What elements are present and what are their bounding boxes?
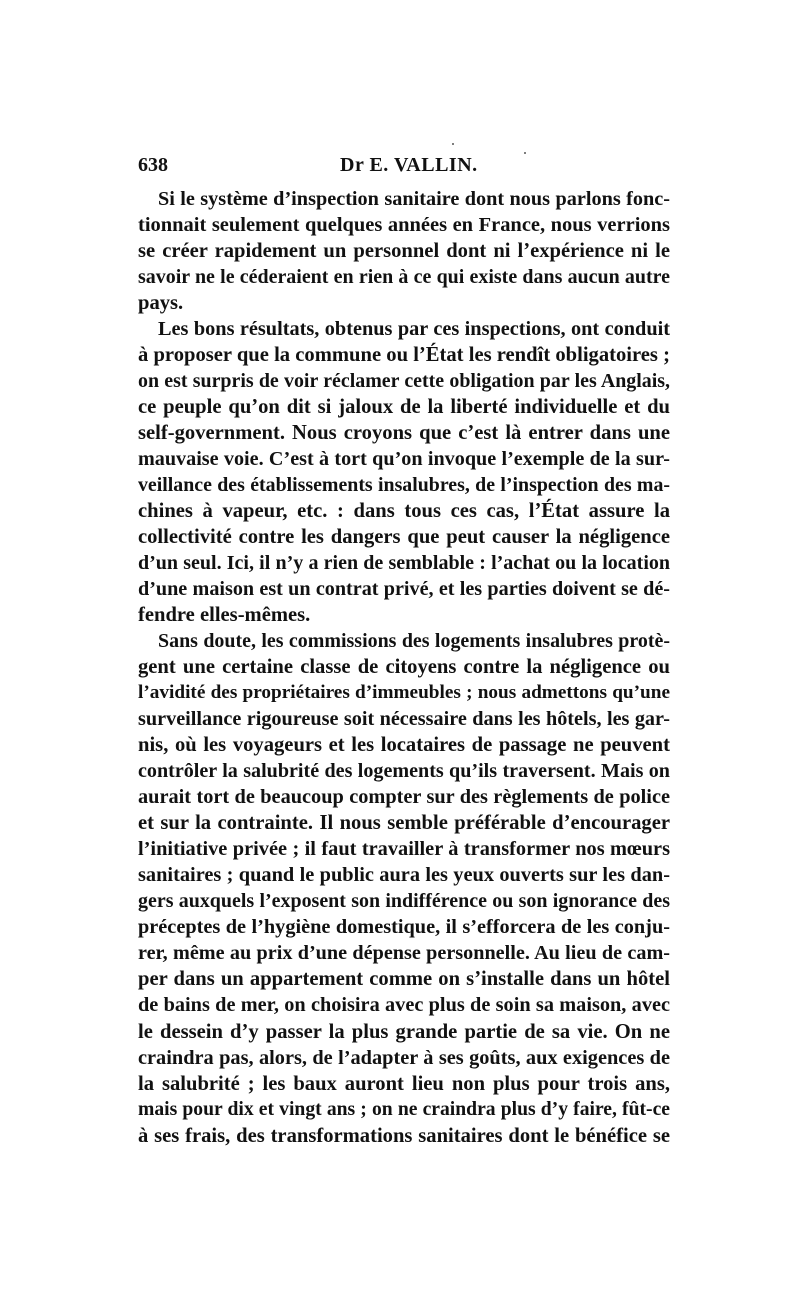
text-line: Les bons résultats, obtenus par ces inspections, ont conduit xyxy=(158,318,670,341)
text-line: veillance des établissements insalubres, de l’inspection des ma- xyxy=(138,474,670,497)
text-line: savoir ne le céderaient en rien à ce qui existe dans aucun autre xyxy=(138,266,670,289)
text-line: de bains de mer, on choisira avec plus de soin sa maison, avec xyxy=(138,994,670,1017)
text-line: tionnait seulement quelques années en France, nous verrions xyxy=(138,214,670,237)
text-line: craindra pas, alors, de l’adapter à ses goûts, aux exigences de xyxy=(138,1046,670,1069)
text-line: la salubrité ; les baux auront lieu non plus pour trois ans, xyxy=(138,1072,670,1095)
text-line: sanitaires ; quand le public aura les yeux ouverts sur les dan- xyxy=(138,864,670,887)
text-line: à proposer que la commune ou l’État les rendît obligatoires ; xyxy=(138,344,670,367)
text-line: nis, où les voyageurs et les locataires de passage ne peuvent xyxy=(138,734,670,757)
text-line: on est surpris de voir réclamer cette obligation par les Anglais, xyxy=(138,370,670,393)
text-line: à ses frais, des transformations sanitaires dont le bénéfice se xyxy=(138,1124,670,1147)
text-line: surveillance rigoureuse soit nécessaire dans les hôtels, les gar- xyxy=(138,708,670,731)
text-line: Sans doute, les commissions des logements insalubres protè- xyxy=(158,630,670,653)
text-line: gent une certaine classe de citoyens contre la négligence ou xyxy=(138,656,670,679)
running-title: Dr E. VALLIN. xyxy=(340,154,478,176)
text-line: Si le système d’inspection sanitaire dont nous parlons fonc- xyxy=(158,188,670,210)
text-line: le dessein d’y passer la plus grande partie de sa vie. On ne xyxy=(138,1020,670,1043)
text-line: pays. xyxy=(138,292,184,315)
print-speck xyxy=(452,143,454,145)
text-line: per dans un appartement comme on s’installe dans un hôtel xyxy=(138,968,670,991)
text-line: d’une maison est un contrat privé, et les parties doivent se dé- xyxy=(138,578,670,601)
text-line: fendre elles-mêmes. xyxy=(138,604,311,627)
text-line: rer, même au prix d’une dépense personnelle. Au lieu de cam- xyxy=(138,942,670,965)
text-line: aurait tort de beaucoup compter sur des règlements de police xyxy=(138,786,670,809)
text-line: préceptes de l’hygiène domestique, il s’efforcera de les conju- xyxy=(138,916,670,939)
text-line: et sur la contrainte. Il nous semble préférable d’encourager xyxy=(138,812,670,835)
text-line: chines à vapeur, etc. : dans tous ces cas, l’État assure la xyxy=(138,500,670,523)
text-line: l’initiative privée ; il faut travailler à transformer nos mœurs xyxy=(138,838,670,861)
text-line: ce peuple qu’on dit si jaloux de la liberté individuelle et du xyxy=(138,396,670,419)
text-line: contrôler la salubrité des logements qu’ils traversent. Mais on xyxy=(138,760,670,783)
text-line: collectivité contre les dangers que peut causer la négligence xyxy=(138,526,670,549)
body-text xyxy=(138,186,670,1149)
text-line: mauvaise voie. C’est à tort qu’on invoque l’exemple de la sur- xyxy=(138,448,670,471)
text-line: mais pour dix et vingt ans ; on ne craindra plus d’y faire, fût-ce xyxy=(138,1098,670,1120)
text-line: l’avidité des propriétaires d’immeubles ; nous admettons qu’une xyxy=(138,682,670,704)
text-line: self-government. Nous croyons que c’est là entrer dans une xyxy=(138,422,670,445)
print-speck xyxy=(524,152,526,154)
page-number: 638 xyxy=(138,154,168,176)
text-line: gers auxquels l’exposent son indifférence ou son ignorance des xyxy=(138,890,670,913)
text-line: d’un seul. Ici, il n’y a rien de semblable : l’achat ou la location xyxy=(138,552,670,575)
text-line: se créer rapidement un personnel dont ni l’expérience ni le xyxy=(138,240,670,263)
running-head xyxy=(138,150,670,180)
